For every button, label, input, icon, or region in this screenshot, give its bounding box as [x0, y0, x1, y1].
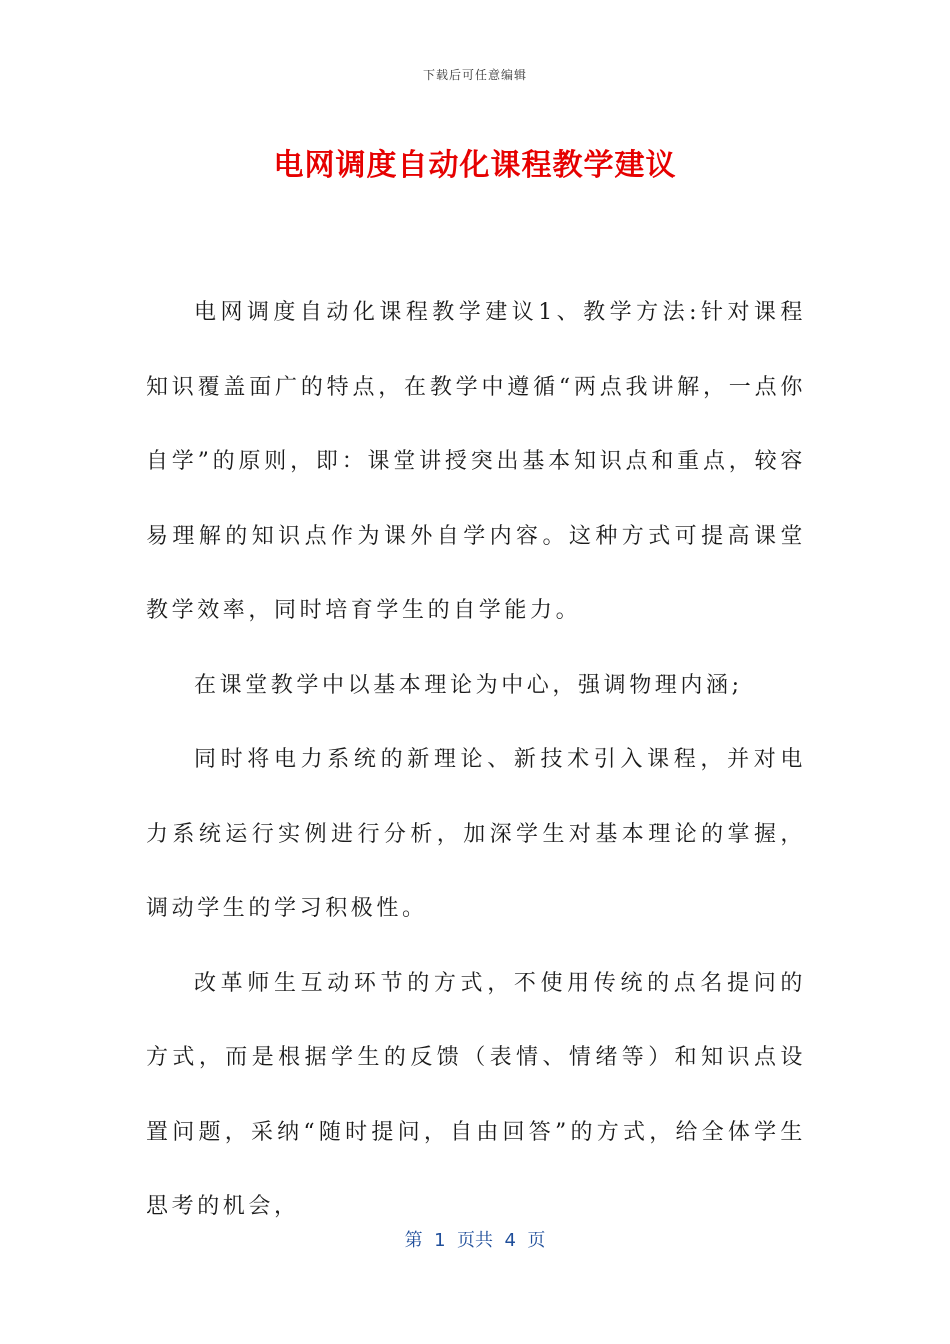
document-title: 电网调度自动化课程教学建议 — [273, 148, 677, 183]
paragraph-4: 改革师生互动环节的方式，不使用传统的点名提问的方式，而是根据学生的反馈（表情、情绪等）和知识点设置问题，采纳“随时提问，自由回答”的方式，给全体学生思考的机会， — [146, 970, 806, 1219]
document-body — [146, 276, 806, 1245]
paragraph-2: 在课堂教学中以基本理论为中心，强调物理内涵; — [194, 672, 743, 698]
header-note: 下载后可任意编辑 — [422, 68, 527, 82]
paragraph-1: 电网调度自动化课程教学建议1、教学方法:针对课程知识覆盖面广的特点，在教学中遵循“两点我讲解，一点你自学”的原则，即：课堂讲授突出基本知识点和重点，较容易理解的知识点作为课外自学内容。这种方式可提高课堂教学效率，同时培育学生的自学能力。 — [146, 300, 806, 623]
paragraph-3: 同时将电力系统的新理论、新技术引入课程，并对电力系统运行实例进行分析，加深学生对基本理论的掌握，调动学生的学习积极性。 — [146, 747, 806, 921]
page-number-footer: 第 1 页共 4 页 — [404, 1230, 546, 1251]
